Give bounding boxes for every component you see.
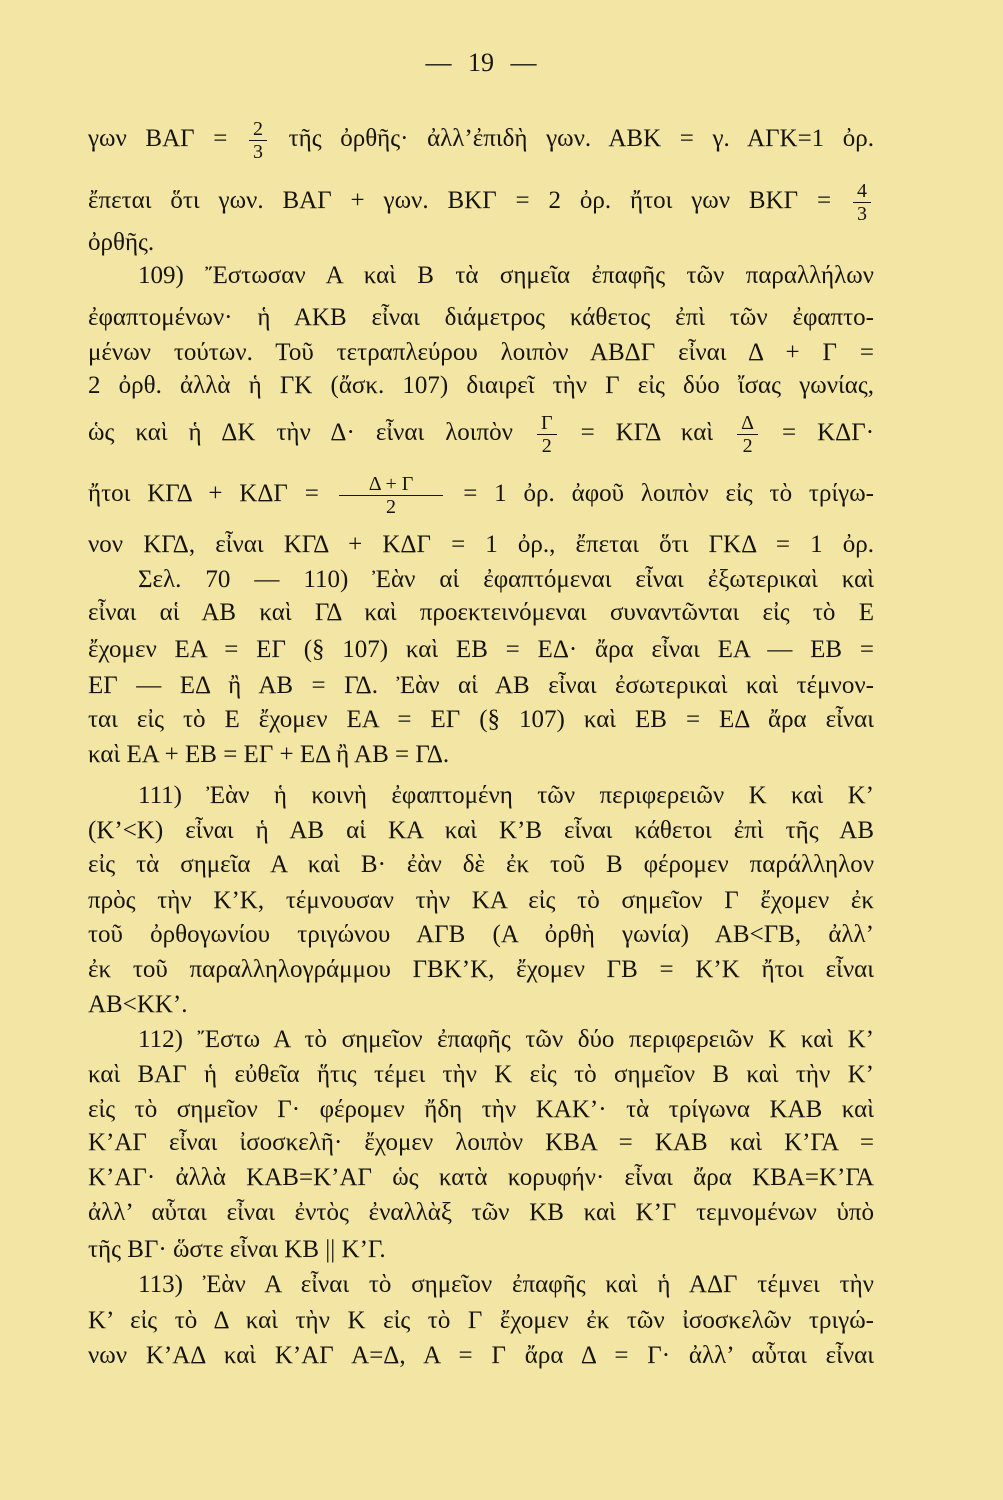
text-line: καὶ ΒΑΓ ἡ εὐθεῖα ἥτις τέμει τὴν Κ εἰς τὸ σημεῖον Β καὶ τὴν Κ’ <box>88 1061 874 1088</box>
text-line: ἐκ τοῦ παραλληλογράμμου ΓΒΚ’Κ, ἔχομεν ΓΒ = Κ’Κ ἤτοι εἶναι <box>88 956 874 983</box>
fraction-denominator: 3 <box>853 202 871 225</box>
fraction <box>249 118 267 163</box>
fraction-numerator: 2 <box>252 118 263 140</box>
paragraph-110-start: Σελ. 70 — 110) Ἐὰν αἱ ἐφαπτόμεναι εἶναι ἐξωτερικαὶ καὶ <box>138 566 874 593</box>
line-text: ἔπεται ὅτι γων. ΒΑΓ + γων. ΒΚΓ = 2 ὀρ. ἤτοι γων ΒΚΓ = <box>88 187 832 215</box>
text-line: ΕΓ — ΕΔ ἢ ΑΒ = ΓΔ. Ἐὰν αἱ ΑΒ εἶναι ἐσωτερικαὶ καὶ τέμνον- <box>88 672 874 699</box>
text-line: 2 ὀρθ. ἀλλὰ ἡ ΓΚ (ἄσκ. 107) διαιρεῖ τὴν Γ εἰς δύο ἴσας γωνίας, <box>88 372 874 399</box>
fraction-denominator: 2 <box>537 434 557 457</box>
fraction-numerator: Δ <box>741 412 755 434</box>
text-line: ἔχομεν ΕΑ = ΕΓ (§ 107) καὶ ΕΒ = ΕΔ· ἄρα εἶναι ΕΑ — ΕΒ = <box>88 636 874 663</box>
paragraph-111-start: 111) Ἐὰν ἡ κοινὴ ἐφαπτομένη τῶν περιφερειῶν Κ καὶ Κ’ <box>138 782 874 809</box>
text-line: (Κ’<Κ) εἶναι ἡ ΑΒ αἱ ΚΑ καὶ Κ’Β εἶναι κάθετοι ἐπὶ τῆς ΑΒ <box>88 817 874 844</box>
text-line: νων Κ’ΑΔ καὶ Κ’ΑΓ Α=Δ, Α = Γ ἄρα Δ = Γ· ἀλλ’ αὗται εἶναι <box>88 1342 874 1369</box>
text-line: εἰς τὸ σημεῖον Γ· φέρομεν ἤδη τὴν ΚΑΚ’· τὰ τρίγωνα ΚΑΒ καὶ <box>88 1096 874 1123</box>
line-text: γων ΒΑΓ = <box>88 125 228 153</box>
line-text: τῆς ὀρθῆς· ἀλλ’ἐπιδὴ γων. ΑΒΚ = γ. ΑΓΚ=1 ὀρ. <box>288 125 875 153</box>
text-line: ὀρθῆς. <box>88 229 155 256</box>
text-line <box>88 118 875 163</box>
fraction <box>537 412 557 457</box>
text-line: ἀλλ’ αὗται εἶναι ἐντὸς ἐναλλὰξ τῶν ΚΒ καὶ Κ’Γ τεμνομένων ὑπὸ <box>88 1199 874 1226</box>
line-text: = ΚΔΓ· <box>782 419 875 447</box>
text-line <box>88 180 874 225</box>
text-line: μένων τούτων. Τοῦ τετραπλεύρου λοιπὸν ΑΒΔΓ εἶναι Δ + Γ = <box>88 339 874 366</box>
fraction-denominator: 2 <box>339 495 444 518</box>
fraction <box>737 412 758 457</box>
text-line: τοῦ ὀρθογωνίου τριγώνου ΑΓΒ (Α ὀρθὴ γωνία) ΑΒ<ΓΒ, ἀλλ’ <box>88 921 874 948</box>
line-text: = 1 ὀρ. ἀφοῦ λοιπὸν εἰς τὸ τρίγω- <box>463 480 875 508</box>
text-line: ται εἰς τὸ Ε ἔχομεν ΕΑ = ΕΓ (§ 107) καὶ ΕΒ = ΕΔ ἄρα εἶναι <box>88 706 874 733</box>
fraction-numerator: Δ + Γ <box>368 473 414 495</box>
paragraph-109-start: 109) Ἔστωσαν Α καὶ Β τὰ σημεῖα ἐπαφῆς τῶν παραλλήλων <box>138 262 874 289</box>
text-line <box>88 473 875 518</box>
text-line: ἐφαπτομένων· ἡ ΑΚΒ εἶναι διάμετρος κάθετος ἐπὶ τῶν ἐφαπτο- <box>88 304 874 331</box>
text-line: νον ΚΓΔ, εἶναι ΚΓΔ + ΚΔΓ = 1 ὀρ., ἔπεται ὅτι ΓΚΔ = 1 ὀρ. <box>88 531 874 558</box>
fraction <box>339 473 444 518</box>
text-line: Κ’ΑΓ· ἀλλὰ ΚΑΒ=Κ’ΑΓ ὡς κατὰ κορυφήν· εἶναι ἄρα ΚΒΑ=Κ’ΓΑ <box>88 1164 874 1191</box>
fraction-numerator: 4 <box>857 180 867 202</box>
line-text: ἤτοι ΚΓΔ + ΚΔΓ = <box>88 480 319 508</box>
paragraph-112-start: 112) Ἔστω Α τὸ σημεῖον ἐπαφῆς τῶν δύο περιφερειῶν Κ καὶ Κ’ <box>138 1026 874 1053</box>
text-line: εἶναι αἱ ΑΒ καὶ ΓΔ καὶ προεκτεινόμεναι συναντῶνται εἰς τὸ Ε <box>88 599 874 626</box>
fraction-numerator: Γ <box>540 412 553 434</box>
text-line <box>88 412 875 457</box>
text-line: Κ’ εἰς τὸ Δ καὶ τὴν Κ εἰς τὸ Γ ἔχομεν ἐκ τῶν ἰσοσκελῶν τριγώ- <box>88 1307 874 1334</box>
line-text: = ΚΓΔ καὶ <box>580 419 714 447</box>
text-line: εἰς τὰ σημεῖα Α καὶ Β· ἐὰν δὲ ἐκ τοῦ Β φέρομεν παράλληλον <box>88 851 874 878</box>
text-line: τῆς ΒΓ· ὥστε εἶναι ΚΒ || Κ’Γ. <box>88 1236 386 1263</box>
text-line: Κ’ΑΓ εἶναι ἰσοσκελῆ· ἔχομεν λοιπὸν ΚΒΑ = ΚΑΒ καὶ Κ’ΓΑ = <box>88 1129 874 1156</box>
fraction-denominator: 2 <box>737 434 758 457</box>
page-number: — 19 — <box>425 48 537 77</box>
text-line: ΑΒ<ΚΚ’. <box>88 991 188 1018</box>
text-line: πρὸς τὴν Κ’Κ, τέμνουσαν τὴν ΚΑ εἰς τὸ σημεῖον Γ ἔχομεν ἐκ <box>88 887 874 914</box>
paragraph-113-start: 113) Ἐὰν Α εἶναι τὸ σημεῖον ἐπαφῆς καὶ ἡ ΑΔΓ τέμνει τὴν <box>138 1271 874 1298</box>
fraction-denominator: 3 <box>249 140 267 163</box>
line-text: ὡς καὶ ἡ ΔΚ τὴν Δ· εἶναι λοιπὸν <box>88 419 513 447</box>
fraction <box>853 180 871 225</box>
text-line: καὶ ΕΑ + ΕΒ = ΕΓ + ΕΔ ἢ ΑΒ = ΓΔ. <box>88 741 450 768</box>
